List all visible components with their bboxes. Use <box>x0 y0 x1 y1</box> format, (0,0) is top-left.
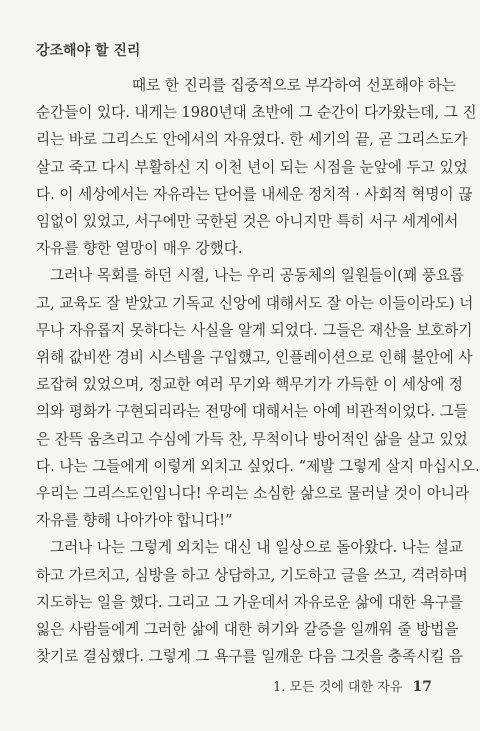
text-line: 살고 죽고 다시 부활하신 지 이천 년이 되는 시점을 눈앞에 두고 있었 <box>36 158 468 176</box>
text-line: 임없이 있었고, 서구에만 국한된 것은 아니지만 특히 서구 세계에서 <box>36 213 459 231</box>
text-line: 리는 바로 그리스도 안에서의 자유였다. 한 세기의 끝, 곧 그리스도가 <box>36 131 468 149</box>
text-line: 지도하는 일을 했다. 그리고 그 가운데서 자유로운 삶에 대한 욕구를 <box>36 593 464 611</box>
body-text <box>36 72 480 670</box>
text-line: 때로 한 진리를 집중적으로 부각하여 선포해야 하는 <box>132 77 456 94</box>
text-line: 다. 이 세상에서는 자유라는 단어를 내세운 정치적 · 사회적 혁명이 끊 <box>36 185 473 203</box>
text-line: 자유를 향해 나아가야 합니다!” <box>36 512 233 530</box>
chapter-title: 1. 모든 것에 대한 자유 <box>272 680 403 695</box>
page-footer <box>273 676 432 695</box>
text-line: 다. 나는 그들에게 이렇게 외치고 싶었다. “제발 그렇게 살지 마십시오. <box>36 457 480 475</box>
text-line: 고, 교육도 잘 받았고 기독교 신앙에 대해서도 잘 아는 이들이라도) 너 <box>36 294 474 312</box>
text-line: 의와 평화가 구현되리라는 전망에 대해서는 아예 비관적이었다. 그들 <box>36 403 468 421</box>
text-line: 그러나 나는 그렇게 외치는 대신 내 일상으로 돌아왔다. 나는 설교 <box>50 539 463 557</box>
text-line: 그러나 목회를 하던 시절, 나는 우리 공동체의 일원들이(꽤 풍요롭 <box>50 267 464 285</box>
text-line: 무나 자유롭지 못하다는 사실을 알게 되었다. 그들은 재산을 보호하기 <box>36 321 473 339</box>
page-number: 17 <box>412 679 432 695</box>
text-line: 잃은 사람들에게 그러한 삶에 대한 허기와 갈증을 일깨워 줄 방법을 <box>36 621 459 639</box>
text-line: 위해 값비싼 경비 시스템을 구입했고, 인플레이션으로 인해 불안에 사 <box>36 349 473 367</box>
section-title: 강조해야 할 진리 <box>36 43 141 59</box>
text-line: 찾기로 결심했다. 그렇게 그 욕구를 일깨운 다음 그것을 충족시킬 음 <box>36 648 464 666</box>
text-line: 자유를 향한 열망이 매우 강했다. <box>36 240 243 258</box>
text-line: 로잡혀 있었으며, 정교한 여러 무기와 핵무기가 가득한 이 세상에 정 <box>36 376 464 394</box>
text-line: 순간들이 있다. 내게는 1980년대 초반에 그 순간이 다가왔는데, 그 진 <box>36 104 477 122</box>
text-line: 하고 가르치고, 심방을 하고 상담하고, 기도하고 글을 쓰고, 격려하며 <box>36 566 468 584</box>
text-line: 우리는 그리스도인입니다! 우리는 소심한 삶으로 물러날 것이 아니라 <box>36 485 470 503</box>
text-line: 은 잔뜩 움츠리고 수심에 가득 찬, 무척이나 방어적인 삶을 살고 있었 <box>36 430 468 448</box>
